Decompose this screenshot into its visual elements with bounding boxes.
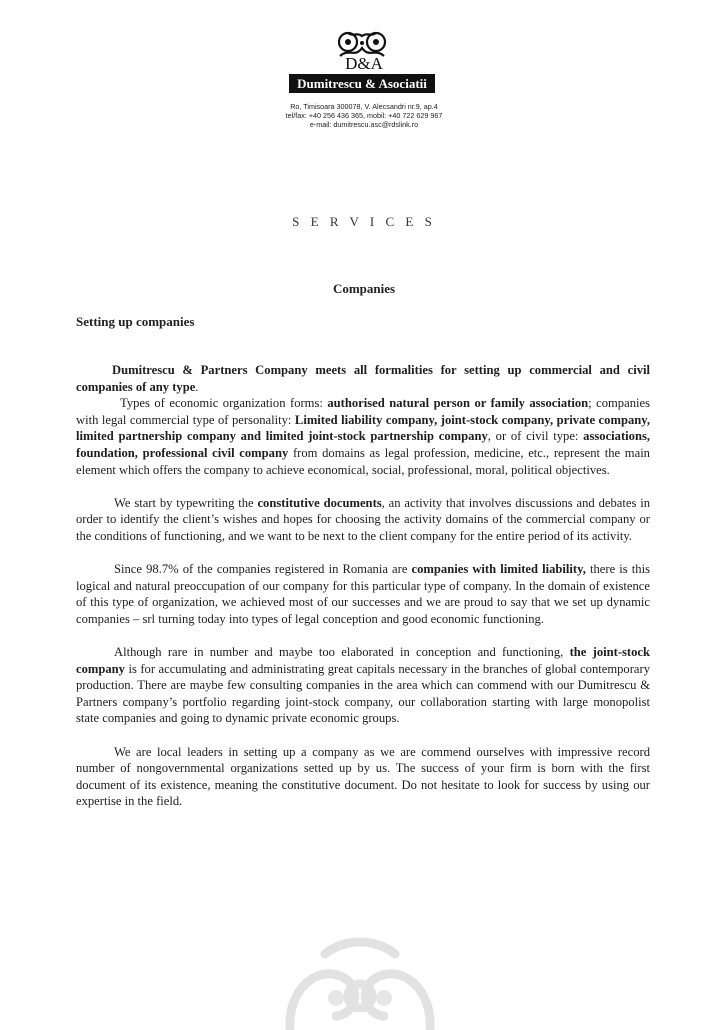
page-title: S E R V I C E S — [292, 214, 436, 229]
document-body — [76, 362, 650, 810]
paragraph-constitutive-documents: We start by typewriting the constitutive documents, an activity that involves discussions and debates in order to identify the client’s wishes and hopes for choosing the activity domains of the commercial company or the conditions of functioning, and we want to be next to the client company for the entire period of its activity. — [76, 495, 650, 543]
address-line: Ro, Timisoara 300078, V. Alecsandri nr.9, ap.4 — [290, 102, 438, 111]
paragraph-joint-stock: Although rare in number and maybe too elaborated in conception and functioning, the joint-stock company is for accumulating and administrating great capitals necessary in the branches of global contemporary production. There are maybe few consulting companies in the area which can commend with our Dumitrescu & Partners company’s portfolio regarding joint-stock company, our collaboration starting with large monopolist state companies and going to dynamic private economic groups. — [76, 645, 651, 726]
phone-line: tel/fax: +40 256 436 365, mobil: +40 722 629 967 — [285, 111, 443, 120]
section-heading: Companies — [332, 281, 396, 296]
logo-initials: D&A — [345, 54, 383, 73]
firm-name-banner: Dumitrescu & Asociatii — [289, 74, 435, 93]
paragraph-organization-forms: Types of economic organization forms: authorised natural person or family association; companies with legal commercial type of personality: Limited liability company, joint-stock company, private company, limited partnership company and limited joint-stock partnership company, or of civil type: associations, foundation, professional civil company from domains as legal profession, medicine, etc., represent the main element which offers the company to achieve economical, social, professional, moral, political objectives. — [76, 396, 650, 477]
letterhead — [0, 0, 728, 140]
contact-address — [0, 102, 728, 129]
paragraph-local-leaders: We are local leaders in setting up a company as we are commend ourselves with impressive record number of nongovernmental organizations setted up by us. The success of your firm is born with the first document of its existence, meaning the constitutive document. Do not hesitate to look for success by using our expertise in the field. — [76, 744, 650, 809]
email-line: e-mail: dumitrescu.asc@rdslink.ro — [309, 120, 419, 129]
subsection-heading: Setting up companies — [76, 314, 195, 329]
paragraph-intro — [76, 362, 650, 395]
text-run: Dumitrescu & Partners Company meets all formalities for setting up commercial and civil companies of any type. — [76, 363, 650, 394]
paragraph-limited-liability: Since 98.7% of the companies registered in Romania are companies with limited liability, there is this logical and natural preoccupation of our company for this particular type of company. In the domain of existence of this type of organization, we achieved most of our successes and we are proud to say that we set up dynamic companies – srl turning today into types of legal conception and good economic functioning. — [76, 562, 650, 626]
ornamental-watermark-icon — [270, 936, 450, 1030]
